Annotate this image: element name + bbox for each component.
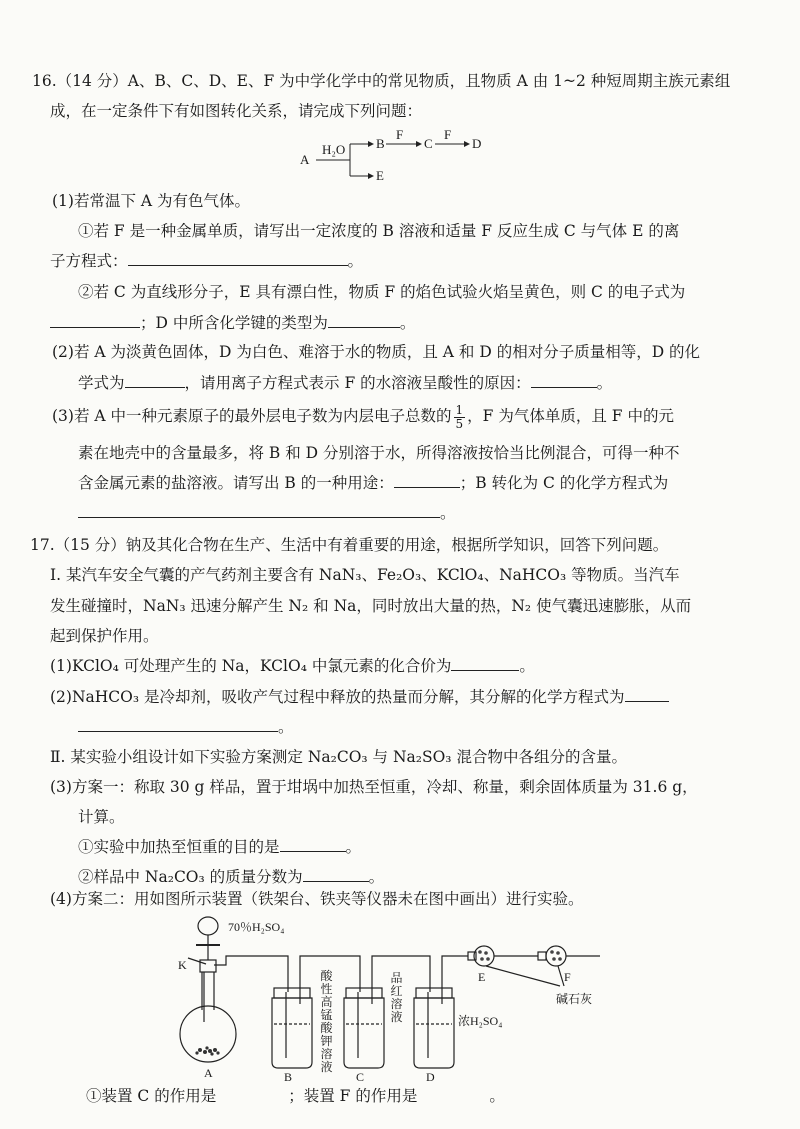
label-B: B (284, 1070, 293, 1084)
fraction-one-fifth: $\frac{1}{5}$ (455, 402, 464, 431)
answer-blank (303, 867, 369, 882)
reagent-F-1: F (396, 127, 404, 142)
q17-part3b: ②样品中 Na₂CO₃ 的质量分数为 。 (78, 868, 385, 886)
answer-blank (50, 313, 140, 328)
q16-head-line1: 16.（14 分）A、B、C、D、E、F 为中学化学中的常见物质，且物质 A 由 1~2 种短周期主族元素组 (32, 72, 731, 90)
answer-blank (531, 373, 597, 388)
q17-part3-line2: 计算。 (78, 808, 125, 826)
q17-part4: (4)方案二：用如图所示装置（铁架台、铁夹等仪器未在图中画出）进行实验。 (50, 890, 584, 908)
q16-part3-line4: 。 (78, 503, 456, 523)
label-C: C (356, 1070, 365, 1084)
answer-blank (128, 251, 348, 266)
answer-blank (451, 656, 519, 671)
q17-sectionI-line3: 起到保护作用。 (50, 627, 159, 645)
answer-blank (78, 503, 440, 518)
q17-sectionI-line1: Ⅰ. 某汽车安全气囊的产气药剂主要含有 NaN₃、Fe₂O₃、KClO₄、NaHCO₃ 等物质。当汽车 (50, 566, 680, 584)
answer-blank (280, 837, 346, 852)
q16-part1a-line2: 子方程式： 。 (50, 252, 364, 270)
label-K: K (178, 958, 187, 972)
q16-part3-line2: 素在地壳中的含量最多，将 B 和 D 分别溶于水，所得溶液按恰当比例混合，可得一种不 (78, 444, 680, 462)
q16-part1: (1)若常温下 A 为有色气体。 (52, 192, 251, 210)
q17-part1: (1)KClO₄ 可处理产生的 Na，KClO₄ 中氯元素的化合价为 。 (50, 657, 535, 675)
node-C: C (424, 136, 433, 151)
q17-head: 17.（15 分）钠及其化合物在生产、生活中有着重要的用途，根据所学知识，回答下列问题。 (30, 536, 669, 554)
label-A: A (204, 1066, 213, 1080)
label-soda-lime: 碱石灰 (556, 992, 593, 1006)
q16-part1b-line2: ；D 中所含化学键的类型为 。 (50, 313, 415, 333)
label-D: D (426, 1070, 435, 1084)
q17-part3-line1: (3)方案一：称取 30 g 样品，置于坩埚中加热至恒重，冷却、称量，剩余固体质量为 31.6 g， (50, 778, 698, 796)
label-E: E (478, 970, 486, 984)
q17-sectionII: Ⅱ. 某实验小组设计如下实验方案测定 Na₂CO₃ 与 Na₂SO₃ 混合物中各组分的含量。 (50, 748, 627, 766)
q16-head-line2: 成，在一定条件下有如图转化关系，请完成下列问题： (50, 102, 423, 120)
node-A: A (300, 152, 310, 167)
answer-blank (625, 687, 669, 702)
label-F: F (564, 970, 571, 984)
reagent-H2O: H₂O (322, 142, 346, 157)
answer-blank (328, 313, 400, 328)
q17-part2-line1: (2)NaHCO₃ 是冷却剂，吸收产气过程中释放的热量而分解，其分解的化学方程式为 (50, 687, 669, 707)
q17-part3a: ①实验中加热至恒重的目的是 。 (78, 838, 362, 856)
q16-part3-line3: 含金属元素的盐溶液。请写出 B 的一种用途： ；B 转化为 C 的化学方程式为 (78, 474, 669, 492)
q16-part1a-line1: ①若 F 是一种金属单质，请写出一定浓度的 B 溶液和适量 F 反应生成 C 与气体 E 的离 (78, 222, 680, 240)
label-B-reagent: 酸性高锰酸钾溶液 (320, 969, 333, 1074)
label-D-reagent: 浓H₂SO₄ (458, 1014, 503, 1028)
q16-conversion-diagram (298, 127, 498, 190)
node-B: B (376, 136, 385, 151)
q16-part1b-line1: ②若 C 为直线形分子，E 具有漂白性，物质 F 的焰色试验火焰呈黄色，则 C 的电子式为 (78, 283, 686, 301)
q16-part2-line1: (2)若 A 为淡黄色固体，D 为白色、难溶于水的物质，且 A 和 D 的相对分子质量相等，D 的化 (52, 343, 701, 361)
answer-blank (78, 717, 278, 732)
q17-part4a: ①装置 C 的作用是 ；装置 F 的作用是 。 (86, 1087, 505, 1105)
q16-part2-line2: 学式为 ，请用离子方程式表示 F 的水溶液呈酸性的原因： 。 (78, 374, 613, 392)
q17-sectionI-line2: 发生碰撞时，NaN₃ 迅速分解产生 N₂ 和 Na，同时放出大量的热，N₂ 使气囊迅速膨胀，从而 (50, 597, 692, 615)
node-D: D (472, 136, 482, 151)
answer-blank (394, 473, 460, 488)
label-C-reagent: 品红溶液 (390, 971, 403, 1024)
q16-part3-line1: (3)若 A 中一种元素原子的最外层电子数为内层电子总数的 $\frac{1}{5}$ ，F 为气体单质，且 F 中的元 (52, 402, 674, 431)
q17-part2-line2: 。 (78, 717, 294, 737)
label-acid: 70％H₂SO₄ (228, 920, 285, 934)
reagent-F-2: F (444, 127, 452, 142)
node-E: E (376, 168, 384, 183)
answer-blank (125, 373, 185, 388)
